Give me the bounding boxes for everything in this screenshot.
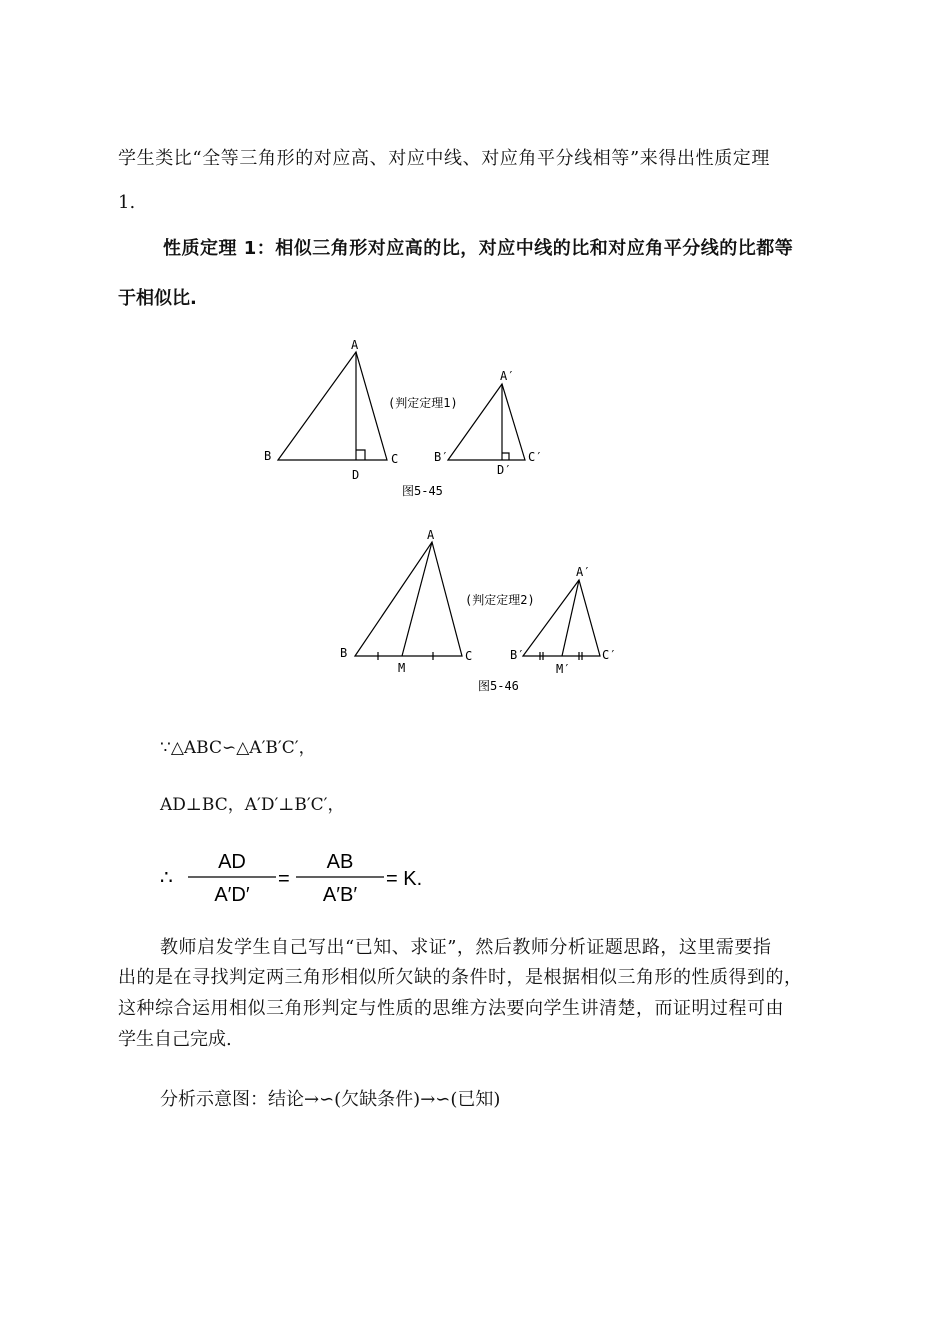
label-d: D [352, 468, 360, 482]
median-am [402, 542, 432, 656]
label-c: C [391, 452, 399, 466]
intro-line-1: 学生类比“全等三角形的对应高、对应中线、对应角平分线相等”来得出性质定理 [118, 148, 771, 169]
fraction2-denominator: A′B′ [322, 884, 358, 906]
paragraph-line-3: 这种综合运用相似三角形判定与性质的思维方法要向学生讲清楚，而证明过程可由 [118, 998, 784, 1019]
equals-sign-1: = [278, 868, 290, 890]
theorem-line-2: 于相似比. [118, 288, 197, 309]
label-m-prime: M′ [556, 662, 571, 676]
figure1-caption: 图5-45 [402, 484, 443, 498]
proof-perpendicular: AD⊥BC，A′D′⊥B′C′， [160, 795, 345, 815]
fraction2-numerator: AB [326, 851, 354, 873]
label-b: B [340, 646, 348, 660]
fraction1-denominator: A′D′ [214, 884, 250, 906]
label-m: M [398, 661, 406, 675]
figure-5-46 [330, 530, 640, 700]
label-c-prime: C′ [528, 450, 543, 464]
theorem-line-1: 性质定理 1：相似三角形对应高的比，对应中线的比和对应角平分线的比都等 [163, 238, 794, 259]
therefore-symbol: ∴ [160, 867, 173, 889]
triangle-a2b2c2 [448, 384, 525, 460]
label-a: A [351, 338, 359, 352]
equals-k: = K. [386, 868, 423, 890]
triangle-abc [278, 352, 387, 460]
analysis-line: 分析示意图：结论→∽(欠缺条件)→∽(已知) [160, 1089, 501, 1110]
label-a-prime: A′ [500, 369, 515, 383]
label-a-prime: A′ [576, 565, 591, 579]
proof-because: ∵△ABC∽△A′B′C′， [160, 738, 316, 758]
label-d-prime: D′ [497, 463, 512, 477]
figure2-caption: 图5-46 [478, 679, 519, 693]
label-c: C [465, 649, 473, 663]
triangle-a2b2c2 [523, 580, 600, 656]
fraction1-numerator: AD [218, 851, 246, 873]
figure-5-45 [250, 330, 580, 510]
label-b-prime: B′ [510, 648, 525, 662]
label-b-prime: B′ [434, 450, 449, 464]
right-angle-mark-2 [502, 453, 509, 460]
triangle-abc [355, 542, 462, 656]
paragraph-line-4: 学生自己完成. [118, 1029, 232, 1050]
right-angle-mark [356, 450, 365, 460]
label-a: A [427, 530, 435, 542]
intro-line-2: 1. [118, 192, 136, 213]
figure1-note: (判定定理1) [388, 396, 458, 410]
ratio-equation [160, 846, 490, 908]
paragraph-line-2: 出的是在寻找判定两三角形相似所欠缺的条件时，是根据相似三角形的性质得到的， [118, 967, 803, 988]
paragraph-line-1: 教师启发学生自己写出“已知、求证”，然后教师分析证题思路，这里需要指 [160, 937, 772, 958]
label-b: B [264, 449, 272, 463]
figure2-note: (判定定理2) [465, 593, 535, 607]
label-c-prime: C′ [602, 648, 617, 662]
